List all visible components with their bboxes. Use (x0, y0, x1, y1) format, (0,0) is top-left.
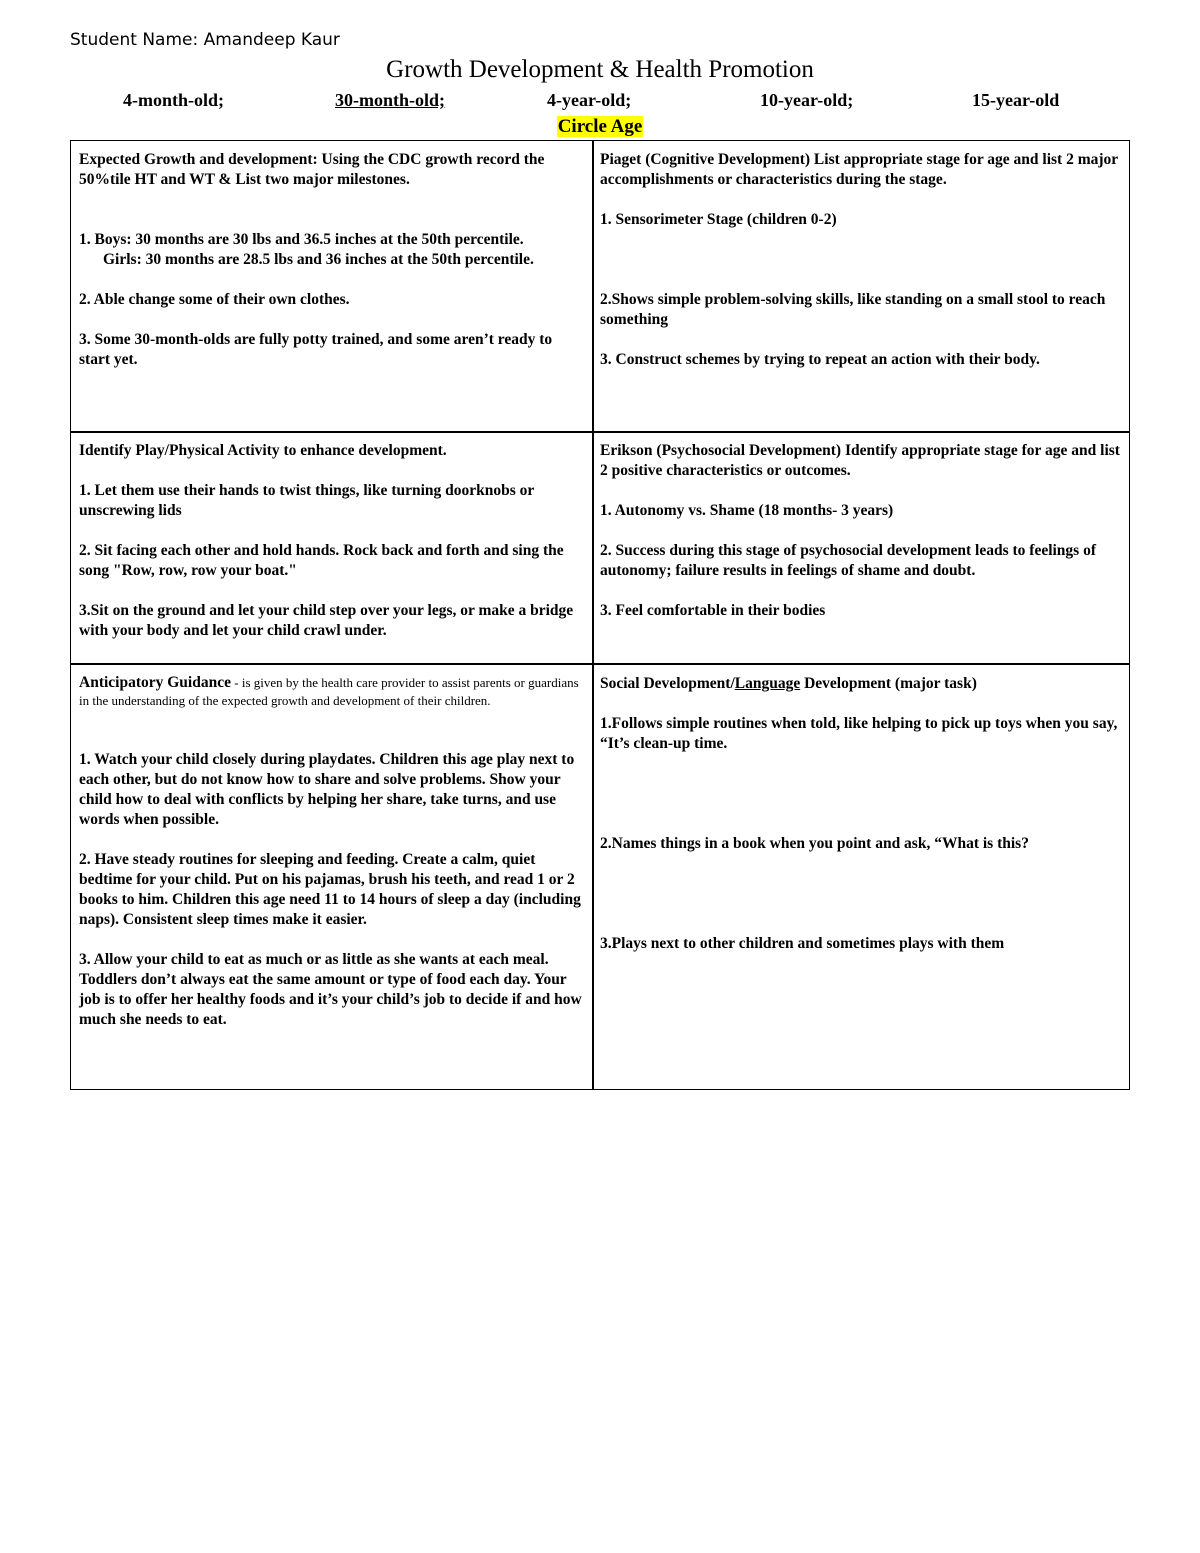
growth-item-1-girls: Girls: 30 months are 28.5 lbs and 36 inches at the 50th percentile. (103, 251, 534, 268)
age-option-4-month: 4-month-old; (123, 90, 225, 110)
erikson-item-1: 1. Autonomy vs. Shame (18 months- 3 years) (600, 502, 894, 519)
table-column-divider (592, 140, 594, 1090)
erikson-item-3: 3. Feel comfortable in their bodies (600, 602, 826, 619)
guidance-item-1: 1. Watch your child closely during playdates. Children this age play next to each other, but do not know how to share and solve problems. Show your child how to deal with conflicts by helping her share, take turns, and use words when possible. (79, 751, 575, 828)
age-option-15-year: 15-year-old (972, 90, 1060, 110)
cell-expected-growth (79, 150, 587, 370)
erikson-heading: Erikson (Psychosocial Development) Identify appropriate stage for age and list 2 positive characteristics or outcomes. (600, 442, 1120, 479)
circle-age-label (0, 116, 1200, 138)
play-item-3: 3.Sit on the ground and let your child step over your legs, or make a bridge with your body and let your child crawl under. (79, 602, 574, 639)
play-item-2: 2. Sit facing each other and hold hands. Rock back and forth and sing the song "Row, row, row your boat." (79, 542, 564, 579)
social-heading: Social Development/Language Development (major task) (600, 675, 977, 692)
cell-piaget (600, 150, 1122, 370)
guidance-heading: Anticipatory Guidance - is given by the health care provider to assist parents or guardians in the understanding of the expected growth and development of their children. (79, 674, 579, 708)
growth-item-1-boys: 1. Boys: 30 months are 30 lbs and 36.5 inches at the 50th percentile. (79, 231, 524, 248)
student-name: Student Name: Amandeep Kaur (70, 30, 340, 50)
guidance-item-2: 2. Have steady routines for sleeping and feeding. Create a calm, quiet bedtime for your child. Put on his pajamas, brush his teeth, and read 1 or 2 books to him. Children this age need 11 to 14 hours of sleep a day (including naps). Consistent sleep times make it easier. (79, 851, 581, 928)
social-item-3: 3.Plays next to other children and sometimes plays with them (600, 935, 1005, 952)
cell-play-activity (79, 441, 587, 641)
cell-erikson (600, 441, 1122, 621)
social-item-1: 1.Follows simple routines when told, like helping to pick up toys when you say, “It’s clean-up time. (600, 715, 1118, 752)
circle-age-highlight: Circle Age (557, 116, 643, 137)
social-item-2: 2.Names things in a book when you point and ask, “What is this? (600, 835, 1029, 852)
cell-social-language (600, 674, 1122, 954)
table-row-divider-2 (70, 663, 1130, 665)
age-option-30-month-selected: 30-month-old; (335, 90, 446, 110)
piaget-item-1: 1. Sensorimeter Stage (children 0-2) (600, 211, 837, 228)
growth-heading: Expected Growth and development: Using the CDC growth record the 50%tile HT and WT & List two major milestones. (79, 151, 545, 188)
age-option-4-year: 4-year-old; (547, 90, 632, 110)
growth-item-3: 3. Some 30-month-olds are fully potty trained, and some aren’t ready to start yet. (79, 331, 553, 368)
page-title: Growth Development & Health Promotion (386, 56, 814, 83)
play-item-1: 1. Let them use their hands to twist things, like turning doorknobs or unscrewing lids (79, 482, 535, 519)
age-option-10-year: 10-year-old; (760, 90, 854, 110)
growth-item-2: 2. Able change some of their own clothes. (79, 291, 350, 308)
piaget-item-3: 3. Construct schemes by trying to repeat an action with their body. (600, 351, 1040, 368)
piaget-heading: Piaget (Cognitive Development) List appropriate stage for age and list 2 major accomplishments or characteristics during the stage. (600, 151, 1118, 188)
guidance-item-3: 3. Allow your child to eat as much or as little as she wants at each meal. Toddlers don’t always eat the same amount or type of food each day. Your job is to offer her healthy foods and it’s your child’s job to decide if and how much she needs to eat. (79, 951, 582, 1028)
piaget-item-2: 2.Shows simple problem-solving skills, like standing on a small stool to reach something (600, 291, 1106, 328)
cell-anticipatory-guidance (79, 674, 589, 1030)
table-row-divider-1 (70, 431, 1130, 433)
erikson-item-2: 2. Success during this stage of psychosocial development leads to feelings of autonomy; failure results in feelings of shame and doubt. (600, 542, 1096, 579)
play-heading: Identify Play/Physical Activity to enhance development. (79, 442, 447, 459)
